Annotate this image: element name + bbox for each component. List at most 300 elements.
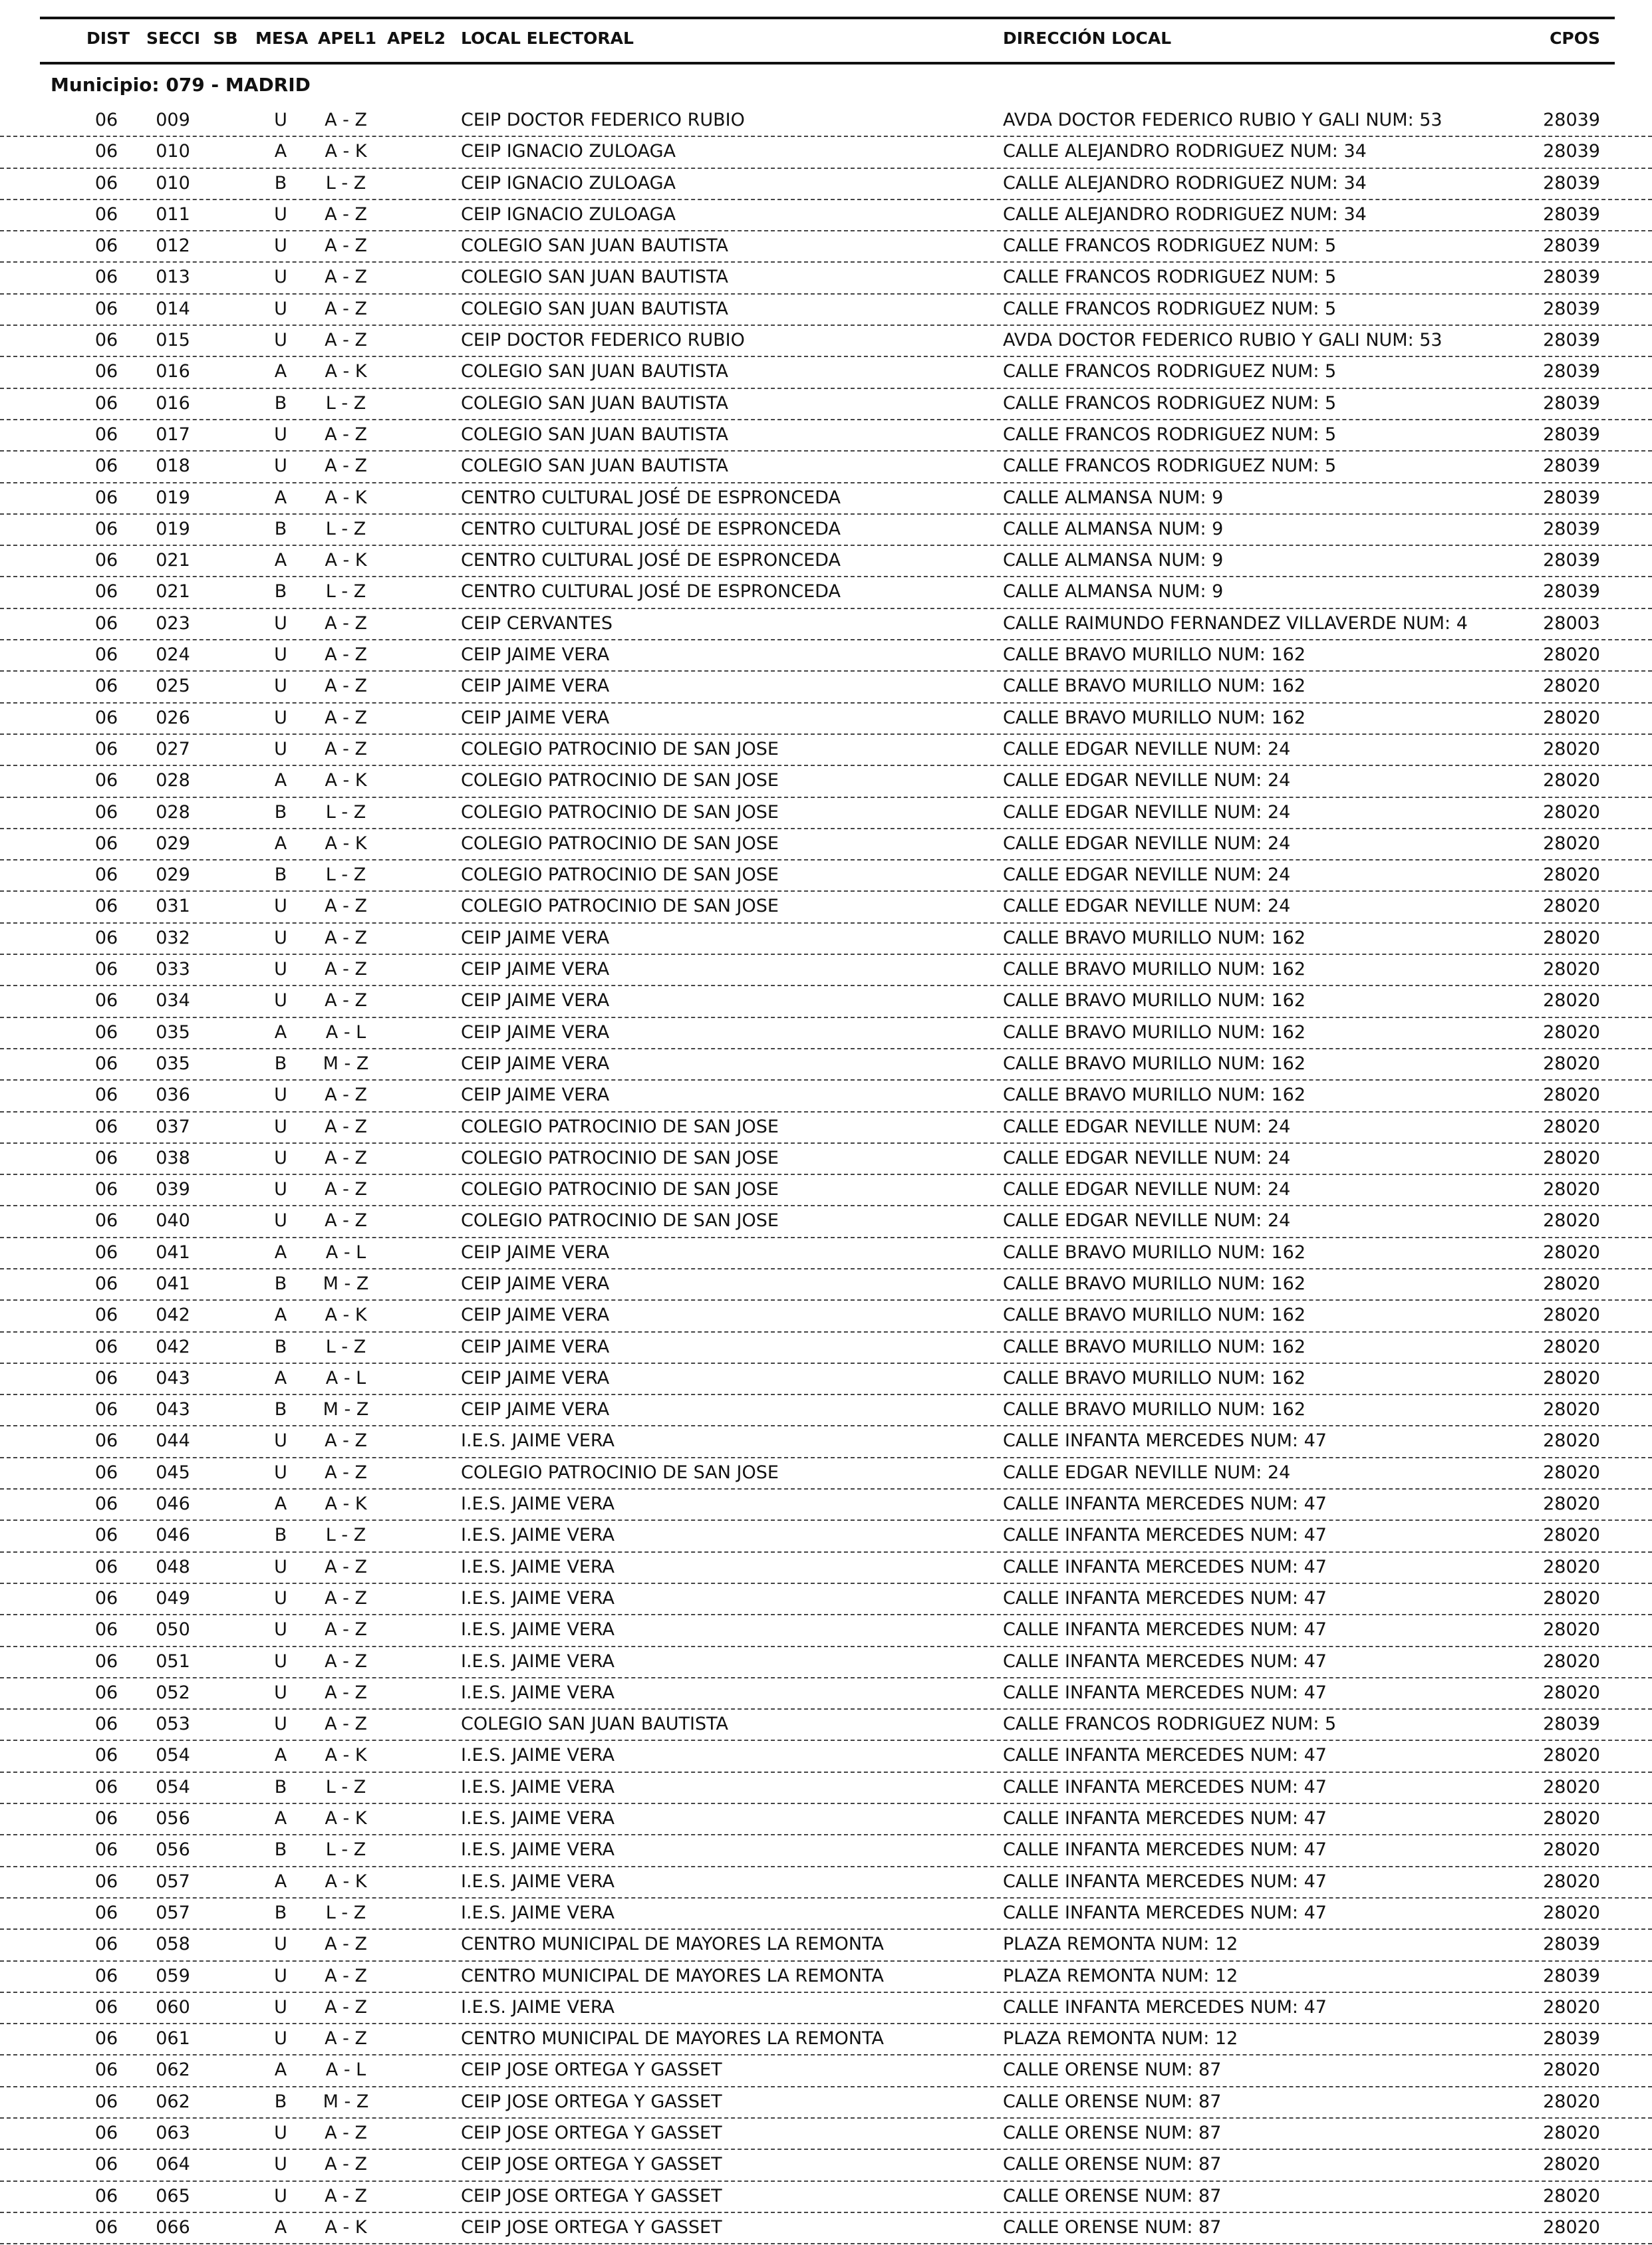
apel1-cell: M - Z — [323, 1053, 369, 1074]
sb-cell — [209, 1081, 242, 1110]
column-header-direccion-local: DIRECCIÓN LOCAL — [1003, 29, 1172, 48]
table-row — [0, 2119, 1652, 2150]
dist-cell: 06 — [94, 1934, 118, 1955]
table-row — [0, 955, 1652, 986]
local-electoral-cell: CEIP JOSE ORTEGA Y GASSET — [461, 2059, 722, 2081]
local-electoral-cell: I.E.S. JAIME VERA — [461, 1587, 615, 1609]
apel2-cell — [386, 326, 446, 355]
direccion-local-cell: PLAZA REMONTA NUM: 12 — [1003, 2028, 1238, 2049]
secci-cell: 009 — [156, 110, 190, 130]
table-row — [0, 483, 1652, 515]
sb-cell — [209, 1553, 242, 1582]
mesa-cell: B — [274, 1053, 287, 1074]
mesa-cell: U — [274, 330, 287, 351]
cpos-cell: 28020 — [1543, 1619, 1600, 1641]
apel2-cell — [386, 1678, 446, 1708]
sb-cell — [209, 1804, 242, 1833]
sb-cell — [209, 137, 242, 166]
apel2-cell — [386, 1395, 446, 1424]
apel2-cell — [386, 1773, 446, 1802]
sb-cell — [209, 1899, 242, 1928]
local-electoral-cell: COLEGIO PATROCINIO DE SAN JOSE — [461, 1147, 779, 1168]
table-row — [0, 1395, 1652, 1426]
dist-cell: 06 — [94, 518, 118, 539]
apel2-cell — [386, 924, 446, 953]
table-row — [0, 1993, 1652, 2024]
column-header-apel1: APEL1 — [318, 29, 377, 48]
apel1-cell: A - Z — [325, 1147, 367, 1168]
direccion-local-cell: CALLE RAIMUNDO FERNANDEZ VILLAVERDE NUM: 4 — [1003, 612, 1468, 634]
secci-cell: 029 — [156, 864, 190, 886]
column-header-cpos: CPOS — [1550, 29, 1600, 48]
secci-cell: 015 — [156, 330, 190, 351]
table-row — [0, 1710, 1652, 1741]
local-electoral-cell: CEIP DOCTOR FEDERICO RUBIO — [461, 110, 745, 130]
local-electoral-cell: CEIP JOSE ORTEGA Y GASSET — [461, 2091, 722, 2112]
cpos-cell: 28039 — [1543, 550, 1600, 571]
table-row — [0, 326, 1652, 357]
sb-cell — [209, 1364, 242, 1393]
local-electoral-cell: COLEGIO PATROCINIO DE SAN JOSE — [461, 833, 779, 854]
apel2-cell — [386, 2024, 446, 2053]
mesa-cell: U — [274, 1965, 287, 1986]
local-electoral-cell: COLEGIO PATROCINIO DE SAN JOSE — [461, 864, 779, 886]
secci-cell: 040 — [156, 1210, 190, 1232]
secci-cell: 061 — [156, 2028, 190, 2049]
apel1-cell: A - Z — [325, 1682, 367, 1703]
direccion-local-cell: AVDA DOCTOR FEDERICO RUBIO Y GALI NUM: 53 — [1003, 330, 1443, 351]
table-row — [0, 106, 1652, 137]
apel2-cell — [386, 169, 446, 198]
local-electoral-cell: I.E.S. JAIME VERA — [461, 1902, 615, 1923]
local-electoral-cell: COLEGIO SAN JUAN BAUTISTA — [461, 1714, 729, 1735]
sb-cell — [209, 924, 242, 953]
local-electoral-cell: CEIP JOSE ORTEGA Y GASSET — [461, 2154, 722, 2175]
apel2-cell — [386, 420, 446, 450]
apel1-cell: A - L — [325, 1021, 366, 1043]
table-row — [0, 1018, 1652, 1049]
cpos-cell: 28039 — [1543, 267, 1600, 288]
table-row — [0, 892, 1652, 923]
secci-cell: 044 — [156, 1430, 190, 1452]
sb-cell — [209, 1018, 242, 1047]
direccion-local-cell: CALLE EDGAR NEVILLE NUM: 24 — [1003, 738, 1291, 759]
table-row — [0, 515, 1652, 546]
sb-cell — [209, 704, 242, 733]
mesa-cell: B — [274, 1776, 287, 1797]
dist-cell: 06 — [94, 2154, 118, 2175]
table-row — [0, 1804, 1652, 1835]
secci-cell: 016 — [156, 361, 190, 382]
apel2-cell — [386, 1741, 446, 1770]
dist-cell: 06 — [94, 644, 118, 666]
apel2-cell — [386, 137, 446, 166]
apel2-cell — [386, 1615, 446, 1645]
apel1-cell: A - Z — [325, 2028, 367, 2049]
cpos-cell: 28020 — [1543, 1839, 1600, 1861]
dist-cell: 06 — [94, 424, 118, 445]
apel2-cell — [386, 2087, 446, 2117]
table-row — [0, 829, 1652, 860]
sb-cell — [209, 640, 242, 670]
mesa-cell: U — [274, 1147, 287, 1168]
dist-cell: 06 — [94, 896, 118, 917]
secci-cell: 021 — [156, 581, 190, 602]
local-electoral-cell: COLEGIO SAN JUAN BAUTISTA — [461, 361, 729, 382]
apel1-cell: A - Z — [325, 1587, 367, 1609]
mesa-cell: U — [274, 2028, 287, 2049]
direccion-local-cell: CALLE BRAVO MURILLO NUM: 162 — [1003, 707, 1306, 728]
dist-cell: 06 — [94, 2028, 118, 2049]
sb-cell — [209, 829, 242, 858]
local-electoral-cell: CEIP JOSE ORTEGA Y GASSET — [461, 2216, 722, 2238]
cpos-cell: 28020 — [1543, 1871, 1600, 1892]
table-row — [0, 231, 1652, 263]
mesa-cell: U — [274, 990, 287, 1011]
apel2-cell — [386, 1269, 446, 1299]
table-row — [0, 1426, 1652, 1458]
secci-cell: 038 — [156, 1147, 190, 1168]
direccion-local-cell: CALLE BRAVO MURILLO NUM: 162 — [1003, 644, 1306, 666]
local-electoral-cell: I.E.S. JAIME VERA — [461, 1619, 615, 1641]
direccion-local-cell: CALLE INFANTA MERCEDES NUM: 47 — [1003, 1430, 1327, 1452]
cpos-cell: 28020 — [1543, 1462, 1600, 1483]
apel1-cell: A - Z — [325, 1965, 367, 1986]
secci-cell: 035 — [156, 1053, 190, 1074]
cpos-cell: 28039 — [1543, 1934, 1600, 1955]
dist-cell: 06 — [94, 1494, 118, 1515]
dist-cell: 06 — [94, 1902, 118, 1923]
sb-cell — [209, 672, 242, 701]
apel2-cell — [386, 1206, 446, 1236]
secci-cell: 037 — [156, 1116, 190, 1137]
cpos-cell: 28039 — [1543, 392, 1600, 414]
dist-cell: 06 — [94, 550, 118, 571]
secci-cell: 059 — [156, 1965, 190, 1986]
secci-cell: 028 — [156, 770, 190, 791]
direccion-local-cell: CALLE ALMANSA NUM: 9 — [1003, 581, 1224, 602]
cpos-cell: 28020 — [1543, 1305, 1600, 1326]
table-row — [0, 137, 1652, 168]
mesa-cell: U — [274, 1651, 287, 1672]
local-electoral-cell: CEIP IGNACIO ZULOAGA — [461, 172, 676, 194]
secci-cell: 054 — [156, 1745, 190, 1766]
local-electoral-cell: COLEGIO SAN JUAN BAUTISTA — [461, 235, 729, 257]
apel1-cell: L - Z — [325, 1839, 366, 1861]
table-row — [0, 1333, 1652, 1364]
apel1-cell: L - Z — [325, 581, 366, 602]
apel1-cell: M - Z — [323, 1399, 369, 1420]
mesa-cell: A — [274, 487, 287, 508]
apel2-cell — [386, 1899, 446, 1928]
mesa-cell: B — [274, 1336, 287, 1357]
apel2-cell — [386, 1647, 446, 1676]
apel1-cell: L - Z — [325, 1776, 366, 1797]
mesa-cell: U — [274, 644, 287, 666]
mesa-cell: A — [274, 1745, 287, 1766]
direccion-local-cell: CALLE INFANTA MERCEDES NUM: 47 — [1003, 1525, 1327, 1546]
apel1-cell: L - Z — [325, 1525, 366, 1546]
apel2-cell — [386, 2150, 446, 2179]
cpos-cell: 28020 — [1543, 801, 1600, 823]
apel1-cell: A - Z — [325, 1430, 367, 1452]
header-top-rule — [40, 17, 1615, 19]
apel2-cell — [386, 798, 446, 827]
dist-cell: 06 — [94, 1147, 118, 1168]
local-electoral-cell: COLEGIO PATROCINIO DE SAN JOSE — [461, 801, 779, 823]
dist-cell: 06 — [94, 1808, 118, 1829]
apel2-cell — [386, 295, 446, 324]
apel2-cell — [386, 2182, 446, 2211]
cpos-cell: 28020 — [1543, 1179, 1600, 1200]
sb-cell — [209, 1333, 242, 1362]
apel2-cell — [386, 1835, 446, 1865]
local-electoral-cell: I.E.S. JAIME VERA — [461, 1682, 615, 1703]
direccion-local-cell: CALLE FRANCOS RODRIGUEZ NUM: 5 — [1003, 361, 1337, 382]
cpos-cell: 28020 — [1543, 2154, 1600, 2175]
mesa-cell: U — [274, 2123, 287, 2143]
column-header-mesa: MESA — [255, 29, 309, 48]
local-electoral-cell: CEIP JAIME VERA — [461, 676, 610, 697]
table-row — [0, 1773, 1652, 1804]
direccion-local-cell: CALLE INFANTA MERCEDES NUM: 47 — [1003, 1745, 1327, 1766]
table-row — [0, 924, 1652, 955]
apel1-cell: A - Z — [325, 110, 367, 130]
mesa-cell: B — [274, 581, 287, 602]
secci-cell: 026 — [156, 707, 190, 728]
local-electoral-cell: CENTRO MUNICIPAL DE MAYORES LA REMONTA — [461, 2028, 884, 2049]
secci-cell: 035 — [156, 1021, 190, 1043]
sb-cell — [209, 1835, 242, 1865]
sb-cell — [209, 2024, 242, 2053]
direccion-local-cell: CALLE BRAVO MURILLO NUM: 162 — [1003, 959, 1306, 980]
mesa-cell: B — [274, 1525, 287, 1546]
direccion-local-cell: CALLE ORENSE NUM: 87 — [1003, 2216, 1222, 2238]
direccion-local-cell: CALLE INFANTA MERCEDES NUM: 47 — [1003, 1587, 1327, 1609]
secci-cell: 048 — [156, 1556, 190, 1577]
table-row — [0, 295, 1652, 326]
cpos-cell: 28020 — [1543, 864, 1600, 886]
cpos-cell: 28039 — [1543, 235, 1600, 257]
apel1-cell: A - L — [325, 1367, 366, 1388]
apel2-cell — [386, 640, 446, 670]
sb-cell — [209, 2182, 242, 2211]
sb-cell — [209, 1238, 242, 1267]
sb-cell — [209, 357, 242, 386]
municipio-heading: Municipio: 079 - MADRID — [51, 74, 311, 96]
local-electoral-cell: CEIP JAIME VERA — [461, 1273, 610, 1294]
secci-cell: 046 — [156, 1525, 190, 1546]
local-electoral-cell: COLEGIO SAN JUAN BAUTISTA — [461, 456, 729, 477]
mesa-cell: U — [274, 298, 287, 319]
secci-cell: 054 — [156, 1776, 190, 1797]
cpos-cell: 28039 — [1543, 298, 1600, 319]
apel2-cell — [386, 1584, 446, 1613]
table-row — [0, 1301, 1652, 1332]
dist-cell: 06 — [94, 1179, 118, 1200]
header-bottom-rule — [40, 62, 1615, 65]
table-row — [0, 1835, 1652, 1867]
cpos-cell: 28020 — [1543, 990, 1600, 1011]
sb-cell — [209, 1490, 242, 1519]
apel1-cell: A - Z — [325, 612, 367, 634]
apel1-cell: A - Z — [325, 1462, 367, 1483]
secci-cell: 045 — [156, 1462, 190, 1483]
mesa-cell: A — [274, 2059, 287, 2081]
apel1-cell: A - Z — [325, 1651, 367, 1672]
sb-cell — [209, 483, 242, 513]
secci-cell: 057 — [156, 1871, 190, 1892]
sb-cell — [209, 1993, 242, 2022]
apel2-cell — [386, 1962, 446, 1991]
secci-cell: 017 — [156, 424, 190, 445]
cpos-cell: 28020 — [1543, 1273, 1600, 1294]
table-row — [0, 389, 1652, 420]
secci-cell: 013 — [156, 267, 190, 288]
sb-cell — [209, 106, 242, 135]
apel2-cell — [386, 231, 446, 261]
dist-cell: 06 — [94, 2216, 118, 2238]
mesa-cell: B — [274, 864, 287, 886]
direccion-local-cell: CALLE INFANTA MERCEDES NUM: 47 — [1003, 1651, 1327, 1672]
mesa-cell: U — [274, 1116, 287, 1137]
mesa-cell: U — [274, 2154, 287, 2175]
cpos-cell: 28020 — [1543, 2216, 1600, 2238]
local-electoral-cell: CEIP CERVANTES — [461, 612, 613, 634]
sb-cell — [209, 169, 242, 198]
secci-cell: 063 — [156, 2123, 190, 2143]
table-row — [0, 1490, 1652, 1521]
cpos-cell: 28020 — [1543, 738, 1600, 759]
dist-cell: 06 — [94, 1399, 118, 1420]
column-header-apel2: APEL2 — [387, 29, 446, 48]
sb-cell — [209, 766, 242, 795]
sb-cell — [209, 1521, 242, 1550]
secci-cell: 064 — [156, 2154, 190, 2175]
apel2-cell — [386, 1175, 446, 1204]
table-row — [0, 704, 1652, 735]
direccion-local-cell: CALLE INFANTA MERCEDES NUM: 47 — [1003, 1619, 1327, 1641]
dist-cell: 06 — [94, 1556, 118, 1577]
apel1-cell: A - Z — [325, 1556, 367, 1577]
direccion-local-cell: CALLE ALEJANDRO RODRIGUEZ NUM: 34 — [1003, 141, 1367, 162]
dist-cell: 06 — [94, 1305, 118, 1326]
dist-cell: 06 — [94, 1839, 118, 1861]
local-electoral-cell: CEIP JAIME VERA — [461, 1336, 610, 1357]
apel2-cell — [386, 1426, 446, 1456]
direccion-local-cell: CALLE ORENSE NUM: 87 — [1003, 2091, 1222, 2112]
sb-cell — [209, 1962, 242, 1991]
sb-cell — [209, 2087, 242, 2117]
apel2-cell — [386, 892, 446, 921]
local-electoral-cell: CEIP JAIME VERA — [461, 959, 610, 980]
apel1-cell: A - K — [325, 1494, 367, 1515]
sb-cell — [209, 2150, 242, 2179]
direccion-local-cell: CALLE FRANCOS RODRIGUEZ NUM: 5 — [1003, 1714, 1337, 1735]
table-row — [0, 546, 1652, 577]
local-electoral-cell: I.E.S. JAIME VERA — [461, 1839, 615, 1861]
secci-cell: 033 — [156, 959, 190, 980]
table-row — [0, 986, 1652, 1017]
sb-cell — [209, 1301, 242, 1330]
dist-cell: 06 — [94, 1367, 118, 1388]
direccion-local-cell: CALLE BRAVO MURILLO NUM: 162 — [1003, 1336, 1306, 1357]
dist-cell: 06 — [94, 1965, 118, 1986]
sb-cell — [209, 515, 242, 544]
direccion-local-cell: CALLE EDGAR NEVILLE NUM: 24 — [1003, 1179, 1291, 1200]
local-electoral-cell: CEIP JAIME VERA — [461, 1085, 610, 1106]
secci-cell: 060 — [156, 1996, 190, 2018]
secci-cell: 042 — [156, 1336, 190, 1357]
apel2-cell — [386, 829, 446, 858]
table-row — [0, 357, 1652, 388]
direccion-local-cell: CALLE BRAVO MURILLO NUM: 162 — [1003, 676, 1306, 697]
table-row — [0, 1238, 1652, 1269]
apel1-cell: A - Z — [325, 1619, 367, 1641]
sb-cell — [209, 263, 242, 292]
mesa-cell: U — [274, 1996, 287, 2018]
apel2-cell — [386, 1710, 446, 1739]
cpos-cell: 28039 — [1543, 2028, 1600, 2049]
apel2-cell — [386, 263, 446, 292]
cpos-cell: 28003 — [1543, 612, 1600, 634]
cpos-cell: 28020 — [1543, 1525, 1600, 1546]
dist-cell: 06 — [94, 1619, 118, 1641]
secci-cell: 056 — [156, 1839, 190, 1861]
mesa-cell: A — [274, 1021, 287, 1043]
direccion-local-cell: CALLE BRAVO MURILLO NUM: 162 — [1003, 1399, 1306, 1420]
table-row — [0, 2024, 1652, 2055]
dist-cell: 06 — [94, 172, 118, 194]
sb-cell — [209, 231, 242, 261]
dist-cell: 06 — [94, 959, 118, 980]
table-row — [0, 1678, 1652, 1710]
direccion-local-cell: CALLE BRAVO MURILLO NUM: 162 — [1003, 927, 1306, 948]
direccion-local-cell: CALLE INFANTA MERCEDES NUM: 47 — [1003, 1808, 1327, 1829]
sb-cell — [209, 1584, 242, 1613]
mesa-cell: A — [274, 1367, 287, 1388]
sb-cell — [209, 609, 242, 638]
local-electoral-cell: CEIP JAIME VERA — [461, 644, 610, 666]
direccion-local-cell: CALLE BRAVO MURILLO NUM: 162 — [1003, 1305, 1306, 1326]
dist-cell: 06 — [94, 1085, 118, 1106]
direccion-local-cell: CALLE FRANCOS RODRIGUEZ NUM: 5 — [1003, 267, 1337, 288]
local-electoral-cell: COLEGIO SAN JUAN BAUTISTA — [461, 267, 729, 288]
mesa-cell: U — [274, 1934, 287, 1955]
column-header-sb: SB — [213, 29, 238, 48]
cpos-cell: 28020 — [1543, 2185, 1600, 2206]
mesa-cell: U — [274, 203, 287, 225]
dist-cell: 06 — [94, 927, 118, 948]
mesa-cell: A — [274, 141, 287, 162]
cpos-cell: 28039 — [1543, 172, 1600, 194]
direccion-local-cell: CALLE INFANTA MERCEDES NUM: 47 — [1003, 1556, 1327, 1577]
apel1-cell: A - Z — [325, 2123, 367, 2143]
secci-cell: 043 — [156, 1367, 190, 1388]
apel2-cell — [386, 357, 446, 386]
table-row — [0, 1899, 1652, 1930]
secci-cell: 042 — [156, 1305, 190, 1326]
mesa-cell: B — [274, 801, 287, 823]
table-row — [0, 2150, 1652, 2181]
cpos-cell: 28020 — [1543, 1336, 1600, 1357]
dist-cell: 06 — [94, 676, 118, 697]
apel2-cell — [386, 1490, 446, 1519]
sb-cell — [209, 1773, 242, 1802]
local-electoral-cell: COLEGIO PATROCINIO DE SAN JOSE — [461, 770, 779, 791]
local-electoral-cell: COLEGIO PATROCINIO DE SAN JOSE — [461, 1210, 779, 1232]
cpos-cell: 28020 — [1543, 927, 1600, 948]
